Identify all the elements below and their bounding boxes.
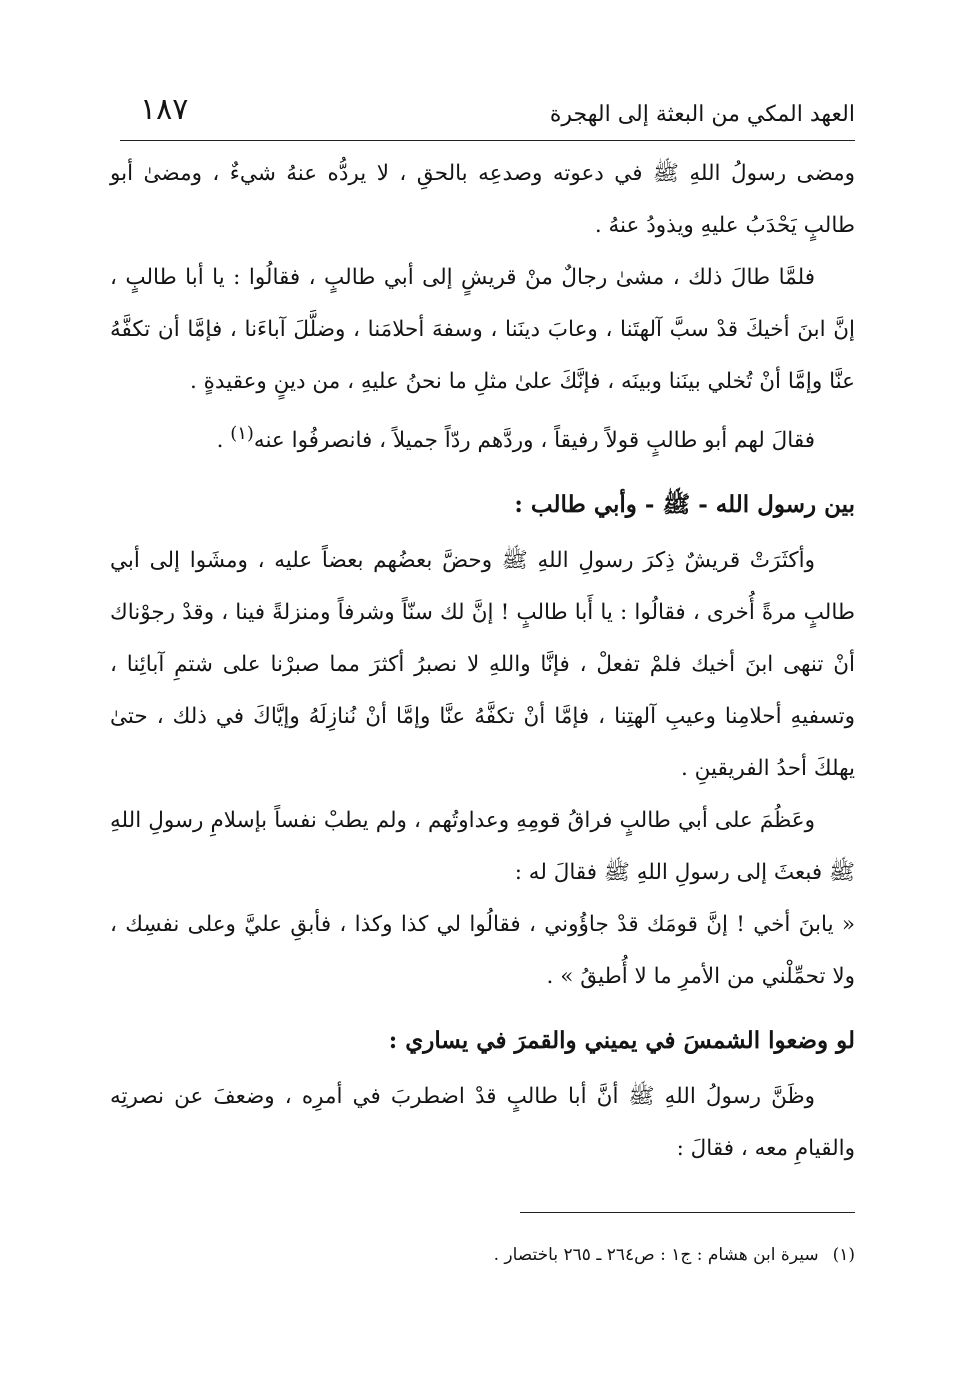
paragraph-6-quote: « يابنَ أخي ! إنَّ قومَك قدْ جاؤُوني ، فقالُوا لي كذا وكذا ، فأبقِ عليَّ وعلى نفسِك ، ولا تحمِّلْني من الأمرِ ما لا أُطيقُ » .: [110, 912, 855, 990]
paragraph-2: فلمَّا طالَ ذلك ، مشىٰ رجالٌ منْ قريشٍ إلى أبي طالبٍ ، فقالُوا : يا أبا طالبٍ ، إنَّ ابنَ أخيكَ قدْ سبَّ آلهتَنا ، وعابَ دينَنا ، وسفهَ أحلامَنا ، وضلَّلَ آباءَنا ، فإمَّا أن تكفَّهُ عنَّا وإمَّا أنْ تُخلي بينَنا وبينَه ، فإنَّكَ علىٰ مثلِ ما نحنُ عليهِ ، من دينٍ وعقيدةٍ .: [110, 265, 855, 394]
footnote-reference: (١): [230, 423, 254, 444]
footnote-number: (١): [832, 1245, 855, 1265]
paragraph-3: [110, 408, 855, 467]
paragraph-1: ومضى رسولُ اللهِ ﷺ في دعوته وصدعِه بالحقِ ، لا يردُّه عنهُ شيءٌ ، ومضىٰ أبو طالبٍ يَحْدَبُ عليهِ ويذودُ عنهُ .: [110, 161, 855, 238]
header-rule: [120, 140, 855, 141]
footnote-rule: [520, 1212, 855, 1213]
footnote: [120, 1240, 855, 1270]
paragraph-3-text: فقالَ لهم أبو طالبٍ قولاً رفيقاً ، وردَّهم ردّاً جميلاً ، فانصرفُوا عنه: [253, 428, 815, 454]
footnote-text: سيرة ابن هشام : ج١ : ص٢٦٤ ـ ٢٦٥ باختصار .: [493, 1245, 819, 1265]
page-header: [120, 92, 855, 134]
main-text: [110, 148, 855, 1175]
paragraph-3-end: .: [216, 428, 231, 454]
running-title: العهد المكي من البعثة إلى الهجرة: [549, 102, 855, 127]
page-number: ١٨٧: [140, 92, 189, 127]
paragraph-4: وأكثَرَتْ قريشٌ ذِكرَ رسولِ اللهِ ﷺ وحضَّ بعضُهم بعضاً عليه ، ومشَوا إلى أبي طالبٍ مرةً أُخرى ، فقالُوا : يا أَبا طالبٍ ! إنَّ لك سنّاً وشرفاً ومنزلةً فينا ، وقدْ رجوْناك أنْ تنهى ابنَ أخيك فلمْ تفعلْ ، فإنَّا واللهِ لا نصبرُ أكثرَ مما صبرْنا على شتمِ آبائِنا ، وتسفيهِ أحلامِنا وعيبِ آلهتِنا ، فإمَّا أنْ تكفَّهُ عنَّا وإمَّا أنْ نُنازِلَهُ وإيَّاكَ في ذلك ، حتىٰ يهلكَ أحدُ الفريقينِ .: [110, 548, 855, 782]
paragraph-7: وظَنَّ رسولُ اللهِ ﷺ أنَّ أبا طالبٍ قدْ اضطربَ في أمرِه ، وضعفَ عن نصرتِه والقيامِ معه ، فقالَ :: [110, 1084, 855, 1162]
paragraph-5: وعَظُمَ على أبي طالبٍ فراقُ قومِهِ وعداوتُهم ، ولم يطبْ نفساً بإسلامِ رسولِ اللهِ ﷺ فبعثَ إلى رسولِ اللهِ ﷺ فقالَ له :: [110, 808, 855, 886]
section-heading-2: لو وضعوا الشمسَ في يميني والقمرَ في يساري :: [388, 1027, 855, 1055]
section-heading-1: بين رسول الله - ﷺ - وأبي طالب :: [514, 491, 855, 519]
